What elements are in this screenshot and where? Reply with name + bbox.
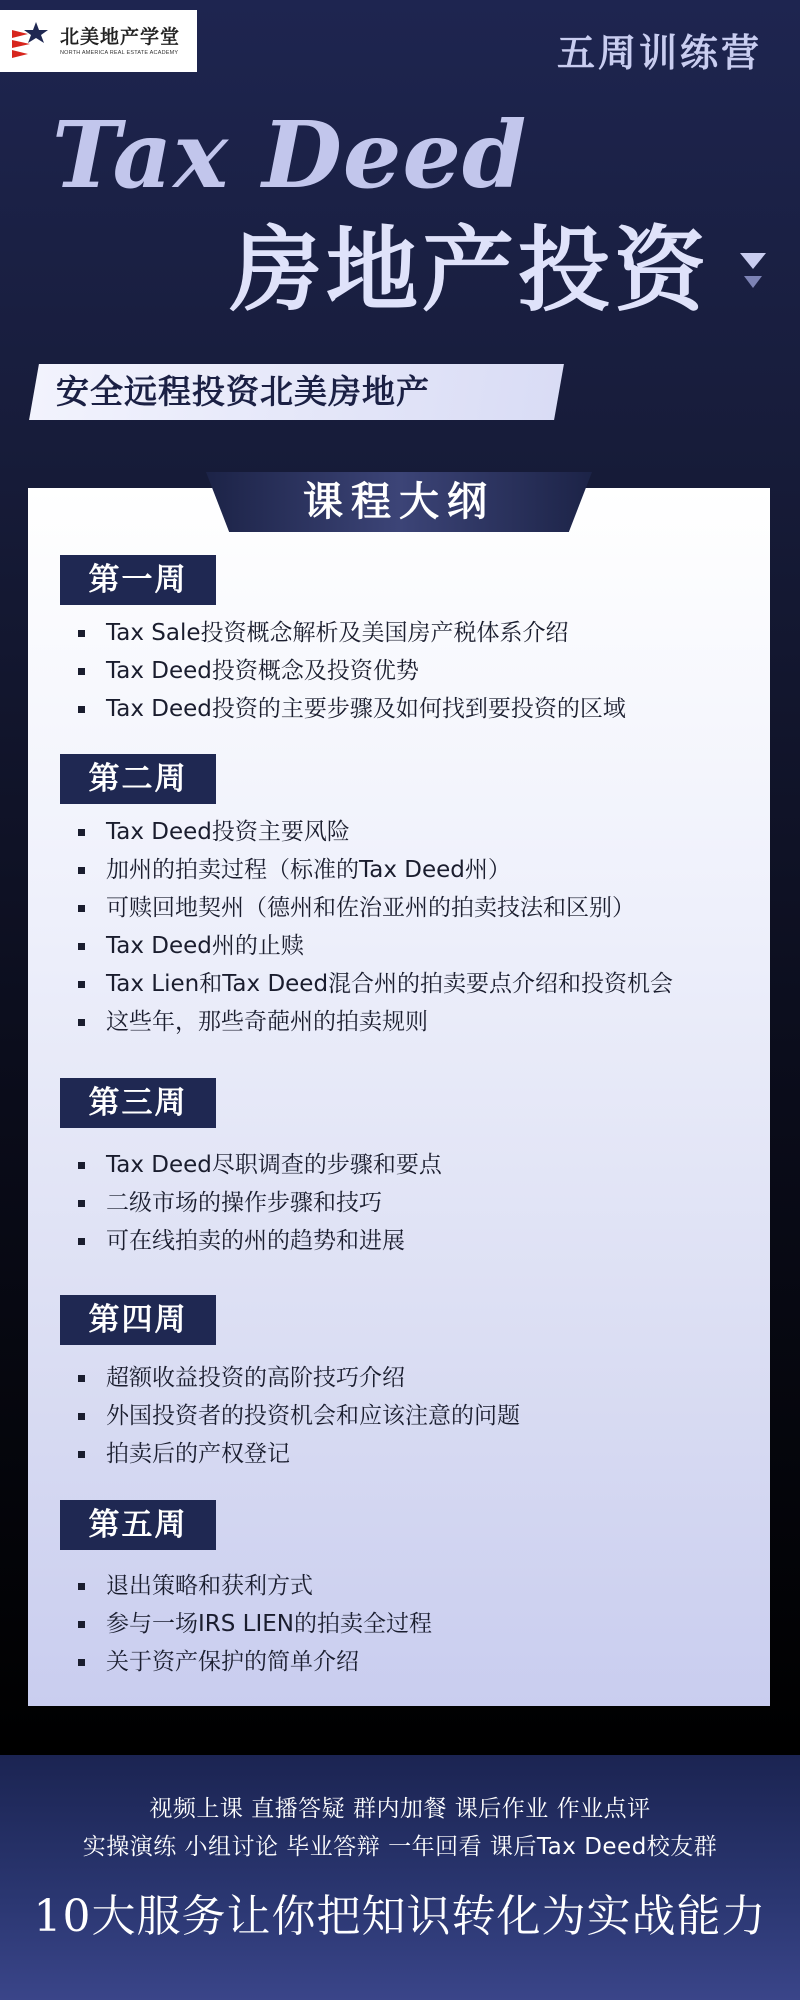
footer-slogan: 10大服务让你把知识转化为实战能力 — [33, 1891, 767, 1942]
week-1-list — [78, 614, 626, 728]
list-item: Tax Deed投资主要风险 — [78, 813, 673, 851]
list-item: 超额收益投资的高阶技巧介绍 — [78, 1359, 520, 1397]
title-english: Tax Deed — [52, 101, 528, 209]
week-1-label: 第一周 — [60, 555, 216, 605]
week-2-list — [78, 813, 673, 1041]
slogan-text: 安全远程投资北美房地产 — [56, 372, 430, 411]
list-item: Tax Deed投资概念及投资优势 — [78, 652, 626, 690]
brand-name-en: NORTH AMERICA REAL ESTATE ACADEMY — [60, 50, 179, 56]
list-item: 这些年，那些奇葩州的拍卖规则 — [78, 1003, 673, 1041]
week-5-label: 第五周 — [60, 1500, 216, 1550]
services-line-1: 视频上课 直播答疑 群内加餐 课后作业 作业点评 — [149, 1796, 651, 1822]
list-item: 拍卖后的产权登记 — [78, 1435, 520, 1473]
list-item: Tax Deed州的止赎 — [78, 927, 673, 965]
list-item: Tax Sale投资概念解析及美国房产税体系介绍 — [78, 614, 626, 652]
title-chinese: 房地产投资 — [230, 216, 711, 324]
list-item: 二级市场的操作步骤和技巧 — [78, 1184, 442, 1222]
camp-label: 五周训练营 — [556, 31, 762, 75]
triangle-down-icon — [740, 253, 766, 269]
list-item: 可赎回地契州（德州和佐治亚州的拍卖技法和区别） — [78, 889, 673, 927]
brand-text — [60, 26, 180, 56]
week-3-label: 第三周 — [60, 1078, 216, 1128]
list-item: 加州的拍卖过程（标准的Tax Deed州） — [78, 851, 673, 889]
brand-name-cn: 北美地产学堂 — [60, 26, 181, 48]
week-4-label: 第四周 — [60, 1295, 216, 1345]
triangle-down-small-icon — [744, 276, 762, 288]
week-3-list — [78, 1146, 442, 1260]
brand-logo[interactable] — [0, 10, 197, 72]
list-item: 参与一场IRS LIEN的拍卖全过程 — [78, 1605, 432, 1643]
services-line-2: 实操演练 小组讨论 毕业答辩 一年回看 课后Tax Deed校友群 — [82, 1834, 718, 1860]
list-item: 外国投资者的投资机会和应该注意的问题 — [78, 1397, 520, 1435]
star-stripes-logo-icon — [8, 18, 54, 64]
week-2-label: 第二周 — [60, 754, 216, 804]
list-item: 可在线拍卖的州的趋势和进展 — [78, 1222, 442, 1260]
list-item: Tax Deed投资的主要步骤及如何找到要投资的区域 — [78, 690, 626, 728]
list-item: 退出策略和获利方式 — [78, 1567, 432, 1605]
list-item: Tax Lien和Tax Deed混合州的拍卖要点介绍和投资机会 — [78, 965, 673, 1003]
week-4-list — [78, 1359, 520, 1473]
list-item: Tax Deed尽职调查的步骤和要点 — [78, 1146, 442, 1184]
list-item: 关于资产保护的简单介绍 — [78, 1643, 432, 1681]
outline-title: 课程大纲 — [303, 479, 495, 525]
week-5-list — [78, 1567, 432, 1681]
